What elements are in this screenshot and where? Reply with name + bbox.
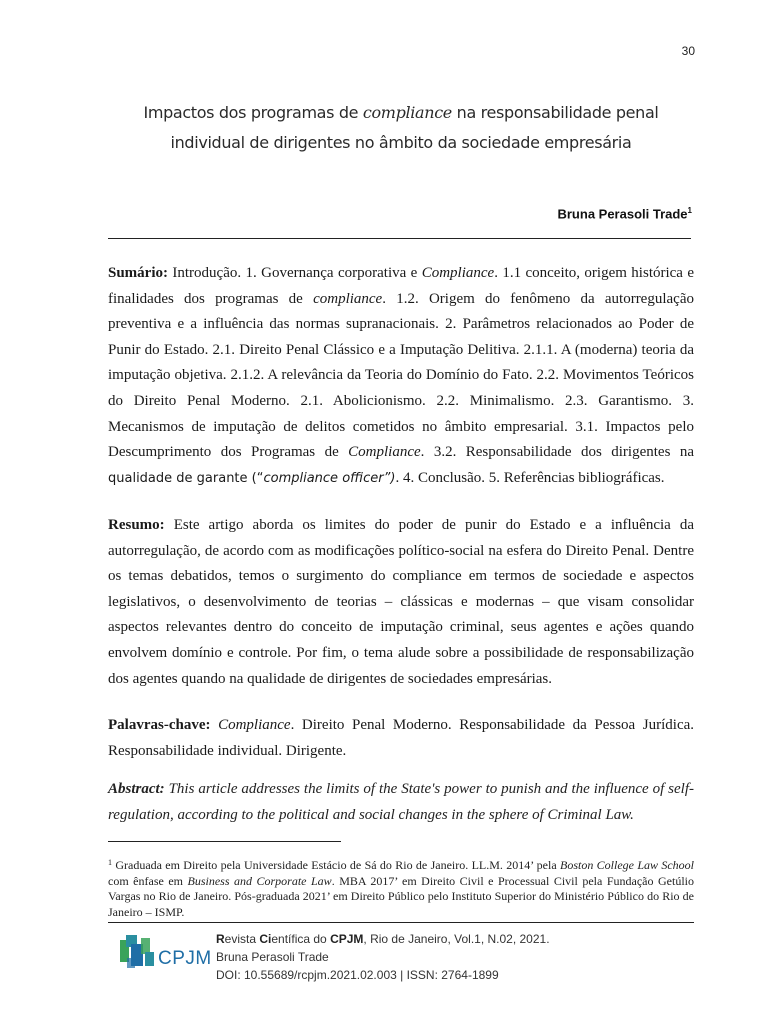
author-name [557,206,692,221]
keywords-italic: Compliance [218,717,291,733]
title-italic: compliance [362,103,452,122]
citation-cpjm: CPJM [330,932,364,946]
author-text: Bruna Perasoli Trade [557,206,688,222]
abstract-label: Abstract: [108,781,165,797]
sumario-italic-2: compliance [313,290,383,307]
sumario-text-6: . 4. Conclusão. 5. Referências bibliográficas. [395,469,665,486]
resumo-label: Resumo: [108,517,165,533]
sumario-text-3: . 1.2. Origem do fenômeno da autorregulação preventiva e a influência das normas supranacionais. 2. Parâmetros relacionados ao Poder de Punir do Estado. 2.1. Direito Penal Clássico e a Imputação Delitiva. 2.1.1. A (moderna) teoria da imputação objetiva. 2.1.2. A relevância da Teoria do Domínio do Fato. 2.2. Movimentos Teóricos do Direito Penal Moderno. 2.1. Abolicionismo. 2.2. Minimalismo. 2.3. Garantismo. 3. Mecanismos de imputação de delitos cometidos no âmbito empresarial. 3.1. Impactos pelo Descumprimento dos Programas de [108,290,694,461]
footnote-italic-2: Business and Corporate Law [187,873,332,888]
footnote-mark: 1 [108,858,112,867]
title-part1: Impactos dos programas de [143,103,363,122]
footnote-text-1: Graduada em Direito pela Universidade Estácio de Sá do Rio de Janeiro. LL.M. 2014’ pela [112,858,560,872]
sumario-text-1: Introdução. 1. Governança corporativa e [168,265,422,281]
sumario-text-5: qualidade de garante (“ [108,470,264,486]
resumo-paragraph [108,513,694,692]
page-number: 30 [681,44,695,58]
title-part2: na responsabilidade penal individual de dirigentes no âmbito da sociedade empresária [170,103,659,152]
abstract-paragraph [108,777,694,828]
citation-ci: Ci [259,932,272,946]
header-divider [108,238,691,239]
citation-part-f: , Rio de Janeiro, Vol.1, N.02, 2021. [363,932,550,946]
author-footnote-mark[interactable]: 1 [687,206,692,215]
sumario-italic-3: Compliance [348,444,421,461]
keywords-paragraph [108,713,694,764]
resumo-text: Este artigo aborda os limites do poder de punir do Estado e a influência da autorregulação, de acordo com as modificações político-social na esfera do Direito Penal. Dentre os temas debatidos, temos o surgimento do compliance em termos de sociedade e aspectos legislativos, o desenvolvimento de teorias – clássicas e modernas – que visam consolidar aspectos relevantes dentro do conceito de imputação criminal, seus agentes e ações quando envolvem domínio e controle. Por fim, o tema alude sobre a possibilidade de responsabilização dos agentes quando na qualidade de dirigentes de sociedades empresárias. [108,517,694,687]
sumario-italic-1: Compliance [421,265,495,281]
footer-author: Bruna Perasoli Trade [216,950,329,964]
footer-doi[interactable]: DOI: 10.55689/rcpjm.2021.02.003 | ISSN: 2764-1899 [216,968,499,982]
journal-citation [216,930,550,948]
keywords-text: . Direito Penal Moderno. Responsabilidade da Pessoa Jurídica. Responsabilidade individual. Dirigente. [108,717,695,759]
footnote-text-3: . MBA 2017’ em Direito Civil e Processual Civil pela Fundação Getúlio Vargas no Rio de Janeiro. Pós-graduada 2021’ em Direito Público pelo Instituto Superior do Ministério Público do Rio de Janeiro – ISMP. [108,873,694,919]
journal-footer [216,930,550,984]
sumario-italic-4: compliance officer”) [263,470,396,486]
sumario-text-4: . 3.2. Responsabilidade dos dirigentes na [420,444,694,461]
footnote [108,855,694,920]
footer-divider [108,922,694,923]
sumario-label: Sumário: [108,265,168,281]
footnote-italic-1: Boston College Law School [560,858,695,872]
footnote-divider [108,841,341,842]
citation-part-b: evista [224,932,260,946]
footnote-text-2: com ênfase em [108,873,188,888]
citation-part-d: entífica do [271,932,331,946]
sumario-paragraph [108,261,694,491]
keywords-label: Palavras-chave: [108,717,211,733]
sumario-text-2: . 1.1 conceito, origem histórica e finalidades dos programas de [108,265,695,307]
article-title [108,98,694,158]
cpjm-logo-text: CPJM [158,948,212,969]
abstract-text: This article addresses the limits of the State's power to punish and the influence of self-regulation, according to the political and social changes in the sphere of Criminal Law. [108,781,694,823]
citation-r: R [216,932,225,946]
